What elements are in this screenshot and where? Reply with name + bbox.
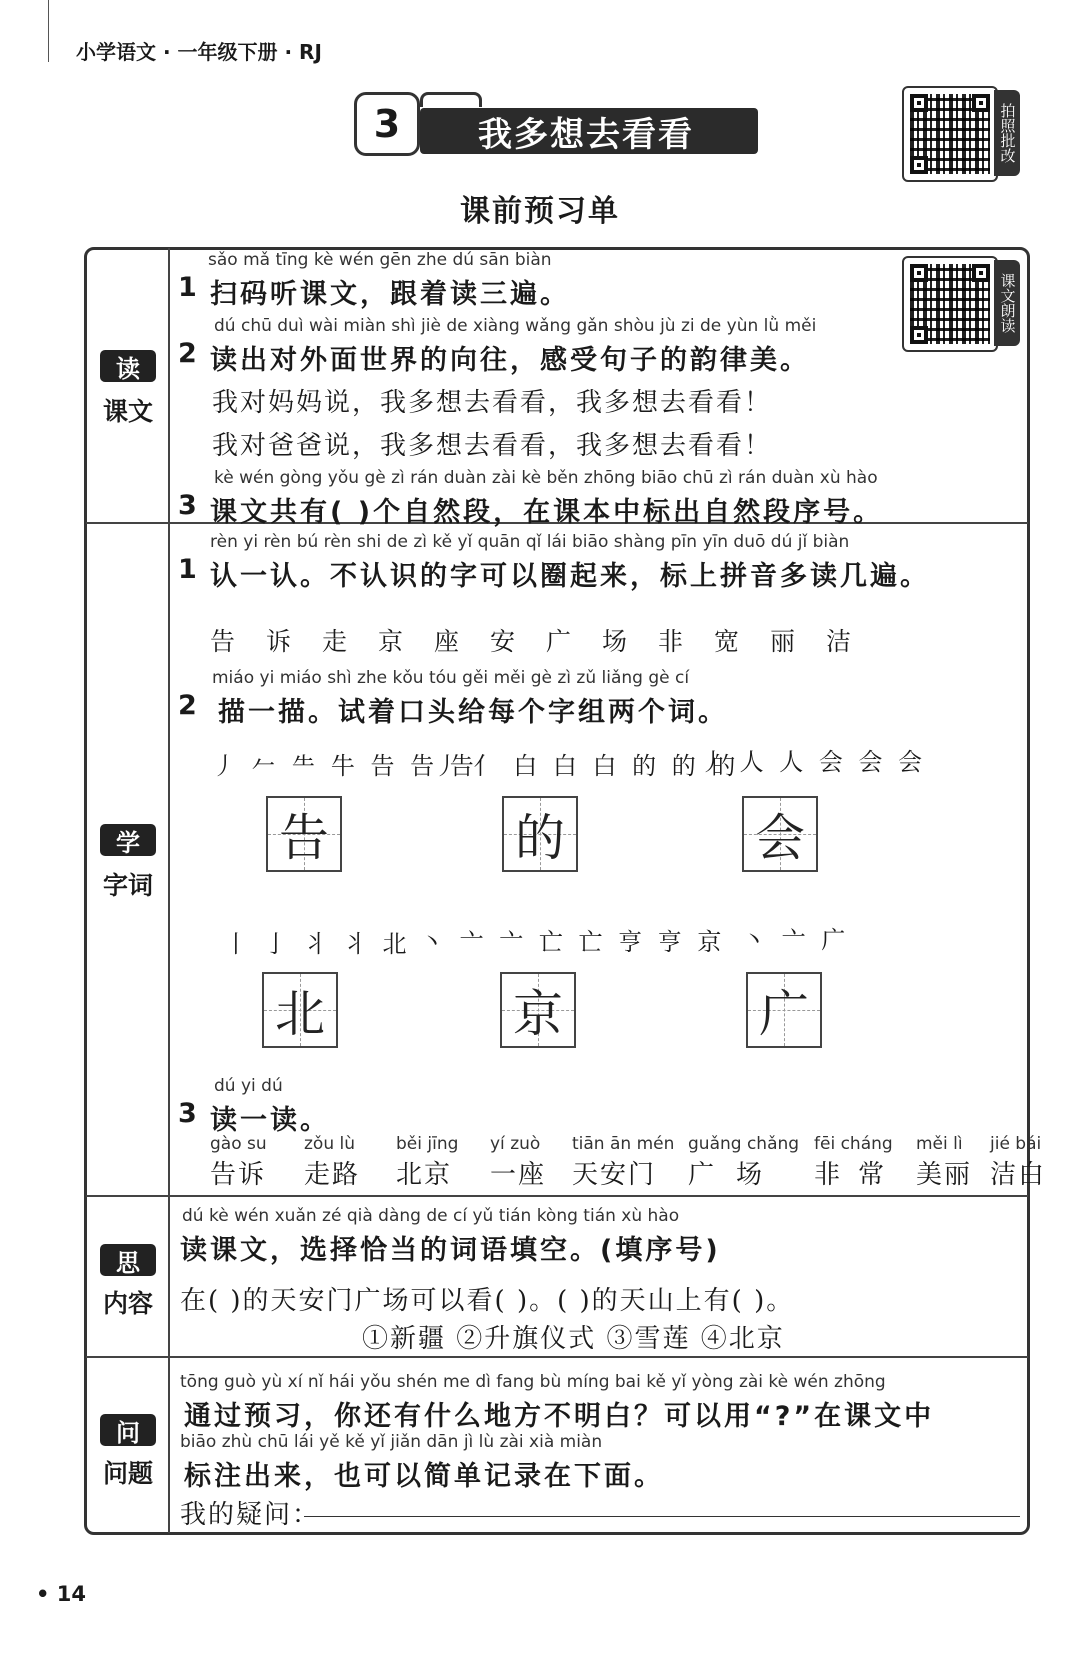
char-item: 宽 bbox=[714, 627, 740, 656]
char-item: 诉 bbox=[266, 627, 292, 656]
question-text: 读一读。 bbox=[210, 1105, 330, 1136]
question-number: 2 bbox=[178, 338, 197, 369]
word-text: 广场 bbox=[688, 1160, 785, 1190]
word-item bbox=[396, 1134, 458, 1191]
word-item bbox=[490, 1134, 546, 1191]
pinyin-line: sǎo mǎ tīng kè wén gēn zhe dú sān biàn bbox=[208, 250, 552, 270]
tracing-grid[interactable] bbox=[266, 796, 342, 872]
word-pinyin: fēi cháng bbox=[814, 1134, 893, 1154]
question-text: 课文共有( )个自然段，在课本中标出自然段序号。 bbox=[210, 497, 884, 528]
lesson-title: 我多想去看看 bbox=[420, 108, 758, 154]
question-number: 3 bbox=[178, 490, 197, 521]
pinyin-line: kè wén gòng yǒu gè zì rán duàn zài kè běn zhōng biāo chū zì rán duàn xù hào bbox=[214, 468, 878, 488]
word-item bbox=[688, 1134, 799, 1191]
tracing-grid[interactable] bbox=[502, 796, 578, 872]
word-pinyin: gào su bbox=[210, 1134, 267, 1154]
question-text: 认一认。不认识的字可以圈起来，标上拼音多读几遍。 bbox=[210, 561, 930, 592]
word-text: 天安门 bbox=[572, 1160, 657, 1190]
char-item: 座 bbox=[434, 627, 460, 656]
word-item bbox=[304, 1134, 360, 1191]
word-text: 洁白 bbox=[990, 1160, 1047, 1190]
question-number: 2 bbox=[178, 690, 197, 721]
char-item: 走 bbox=[322, 627, 348, 656]
tracing-grid[interactable] bbox=[742, 796, 818, 872]
row-divider bbox=[86, 1356, 1028, 1358]
qr-finder-icon bbox=[910, 264, 928, 282]
question-number: 3 bbox=[178, 1098, 197, 1129]
tracing-grid[interactable] bbox=[262, 972, 338, 1048]
tracing-char: 的 bbox=[515, 809, 565, 867]
word-pinyin: běi jīng bbox=[396, 1134, 459, 1154]
word-list bbox=[210, 1134, 1047, 1194]
tracing-char: 告 bbox=[279, 809, 329, 867]
word-item bbox=[916, 1134, 972, 1191]
page-subtitle: 课前预习单 bbox=[460, 194, 620, 229]
pinyin-line: miáo yi miáo shì zhe kǒu tóu gěi měi gè zì zǔ liǎng gè cí bbox=[212, 668, 690, 688]
section-label-learn: 字词 bbox=[102, 871, 153, 900]
stroke-order: 丿 亻 白 白 白 的 的 的 bbox=[434, 752, 740, 780]
word-pinyin: tiān ān mén bbox=[572, 1134, 675, 1154]
char-item: 京 bbox=[378, 627, 404, 656]
section-label-read: 课文 bbox=[102, 397, 153, 426]
word-item bbox=[814, 1134, 902, 1191]
char-item: 安 bbox=[490, 627, 516, 656]
word-text: 北京 bbox=[396, 1160, 453, 1190]
word-text: 走路 bbox=[304, 1160, 361, 1190]
word-text: 一座 bbox=[490, 1160, 547, 1190]
word-pinyin: guǎng chǎng bbox=[688, 1134, 800, 1154]
qr-tab-reading: 课文朗读 bbox=[994, 260, 1020, 346]
tracing-grid[interactable] bbox=[500, 972, 576, 1048]
section-label-think: 内容 bbox=[102, 1289, 153, 1318]
question-text: 扫码听课文，跟着读三遍。 bbox=[210, 279, 570, 310]
char-item: 广 bbox=[546, 627, 572, 656]
word-text: 非常 bbox=[814, 1160, 903, 1190]
page-number: • 14 bbox=[36, 1582, 86, 1606]
stroke-order: 丶 亠 亠 亡 亡 亨 亨 京 bbox=[420, 928, 726, 956]
char-item: 洁 bbox=[826, 627, 852, 656]
question-number: 1 bbox=[178, 554, 197, 585]
section-label-ask: 问题 bbox=[102, 1459, 153, 1488]
tracing-grid[interactable] bbox=[746, 972, 822, 1048]
pinyin-line: tōng guò yù xí nǐ hái yǒu shén me dì fang bù míng bai kě yǐ yòng zài kè wén zhōng bbox=[180, 1372, 886, 1392]
qr-finder-icon bbox=[972, 264, 990, 282]
column-divider bbox=[168, 248, 170, 1533]
word-pinyin: yí zuò bbox=[490, 1134, 541, 1154]
question-prompt: 我的疑问： bbox=[180, 1500, 321, 1530]
stroke-order: 丿 人 人 会 会 会 bbox=[700, 748, 927, 776]
tracing-char: 会 bbox=[755, 809, 805, 867]
word-item bbox=[210, 1134, 267, 1191]
stroke-order: 丶 亠 广 bbox=[742, 926, 850, 954]
tracing-char: 广 bbox=[759, 985, 809, 1043]
pinyin-line: rèn yi rèn bú rèn shi de zì kě yǐ quān qǐ lái biāo shàng pīn yīn duō dú jǐ biàn bbox=[210, 532, 850, 552]
question-text: 读课文，选择恰当的词语填空。(填序号) bbox=[180, 1235, 721, 1266]
qr-finder-icon bbox=[972, 94, 990, 112]
answer-input-line[interactable] bbox=[304, 1516, 1020, 1517]
row-divider bbox=[86, 1195, 1028, 1197]
word-item bbox=[990, 1134, 1046, 1191]
pinyin-line: dú kè wén xuǎn zé qià dàng de cí yǔ tián kòng tián xù hào bbox=[182, 1206, 680, 1226]
char-item: 告 bbox=[210, 627, 236, 656]
reading-line: 我对妈妈说，我多想去看看，我多想去看看！ bbox=[212, 388, 773, 418]
section-badge-read: 读 bbox=[100, 350, 156, 382]
word-item bbox=[572, 1134, 674, 1191]
reading-line: 我对爸爸说，我多想去看看，我多想去看看！ bbox=[212, 431, 773, 461]
question-number: 1 bbox=[178, 272, 197, 303]
question-text: 通过预习，你还有什么地方不明白？可以用“?”在课文中 bbox=[184, 1401, 935, 1432]
qr-tab-grading: 拍照批改 bbox=[994, 90, 1020, 176]
pinyin-line: dú chū duì wài miàn shì jiè de xiàng wǎng gǎn shòu jù zi de yùn lǜ měi bbox=[214, 316, 817, 336]
qr-finder-icon bbox=[910, 326, 928, 344]
tracing-char: 北 bbox=[275, 985, 325, 1043]
word-pinyin: zǒu lù bbox=[304, 1134, 355, 1154]
char-item: 场 bbox=[602, 627, 628, 656]
section-badge-think: 思 bbox=[100, 1244, 156, 1276]
word-pinyin: jié bái bbox=[990, 1134, 1042, 1154]
qr-finder-icon bbox=[910, 156, 928, 174]
section-badge-learn: 学 bbox=[100, 824, 156, 856]
word-text: 告诉 bbox=[210, 1160, 267, 1190]
stroke-order: 丿 𠂉 ⺧ 牛 告 告 告 bbox=[212, 752, 478, 780]
lesson-number: 3 bbox=[354, 92, 420, 156]
char-item: 丽 bbox=[770, 627, 796, 656]
qr-finder-icon bbox=[910, 94, 928, 112]
lesson-tab-decoration bbox=[420, 92, 482, 107]
page-corner-line bbox=[0, 0, 49, 62]
pinyin-line: dú yi dú bbox=[214, 1076, 283, 1096]
word-text: 美丽 bbox=[916, 1160, 973, 1190]
book-title: 小学语文 · 一年级下册 · RJ bbox=[76, 40, 322, 64]
fill-blank-sentence[interactable]: 在( )的天安门广场可以看( )。( )的天山上有( )。 bbox=[180, 1286, 795, 1316]
qr-code-grading[interactable] bbox=[902, 86, 998, 182]
section-badge-ask: 问 bbox=[100, 1414, 156, 1446]
word-pinyin: měi lì bbox=[916, 1134, 963, 1154]
stroke-order: 丨 亅 丬 丬 北 bbox=[224, 930, 411, 958]
pinyin-line: biāo zhù chū lái yě kě yǐ jiǎn dān jì lù zài xià miàn bbox=[180, 1432, 603, 1452]
question-text: 标注出来，也可以简单记录在下面。 bbox=[184, 1461, 664, 1492]
char-item: 非 bbox=[658, 627, 684, 656]
answer-options: ①新疆 ②升旗仪式 ③雪莲 ④北京 bbox=[362, 1324, 785, 1354]
question-text: 读出对外面世界的向往，感受句子的韵律美。 bbox=[210, 345, 810, 376]
tracing-char: 京 bbox=[513, 985, 563, 1043]
question-text: 描一描。试着口头给每个字组两个词。 bbox=[218, 697, 728, 728]
qr-code-reading[interactable] bbox=[902, 256, 998, 352]
